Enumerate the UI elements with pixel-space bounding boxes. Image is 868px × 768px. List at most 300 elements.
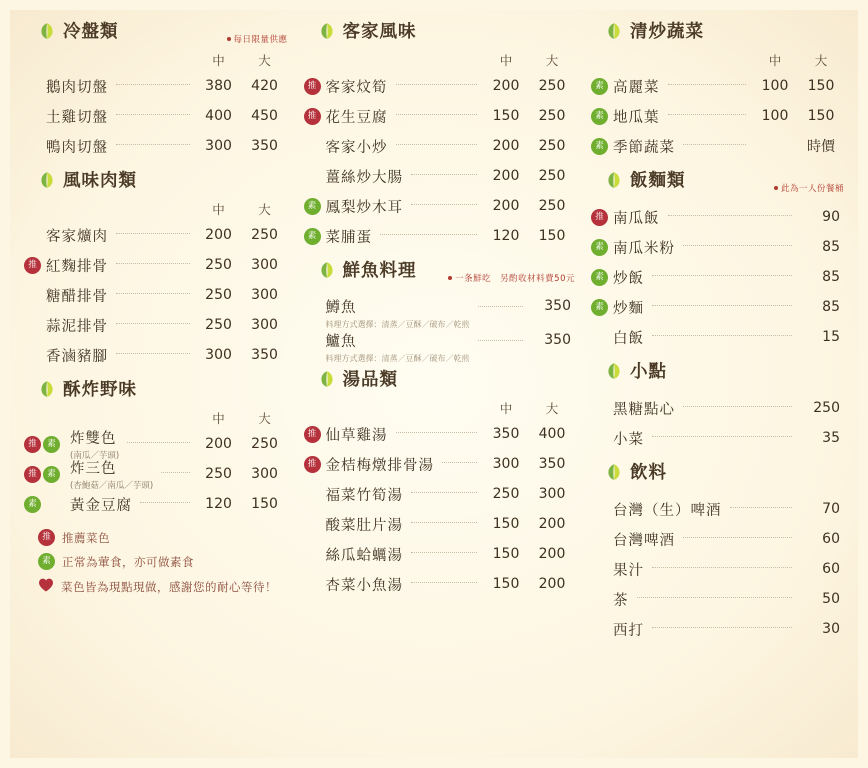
- menu-section: [591, 358, 844, 453]
- menu-item: [304, 479, 575, 509]
- menu-item: [24, 131, 288, 161]
- section-title: 酥炸野味: [63, 380, 137, 400]
- menu-item: [591, 101, 844, 131]
- section-header: [605, 358, 667, 383]
- menu-item-name: 炒麵: [613, 300, 644, 317]
- badge-vegetarian: 素: [304, 198, 321, 215]
- menu-item-name: 花生豆腐: [325, 109, 388, 126]
- size-label-mid: 中: [499, 401, 513, 416]
- legend-text: 推薦菜色: [62, 530, 110, 545]
- menu-item-name: 高麗菜: [613, 79, 660, 96]
- menu-item-name: 蒜泥排骨: [46, 318, 108, 335]
- menu-item-label: [326, 226, 373, 247]
- price-mid: 200: [205, 227, 232, 243]
- section-title: 飲料: [630, 463, 667, 483]
- section-header: [318, 366, 399, 391]
- menu-item: [304, 191, 575, 221]
- price-large: 250: [251, 436, 278, 452]
- legend: [38, 529, 288, 596]
- menu-item: [591, 322, 844, 352]
- badge-group: [304, 228, 326, 245]
- leaf-icon: [38, 380, 56, 398]
- menu-item-name: 黑糖點心: [613, 401, 675, 418]
- badge-vegetarian: 素: [591, 299, 608, 316]
- price-large: 300: [251, 317, 278, 333]
- menu-item: [591, 554, 844, 584]
- price-large: 300: [251, 257, 278, 273]
- badge-vegetarian: 素: [591, 269, 608, 286]
- size-header: [591, 51, 844, 69]
- menu-item-label: [613, 499, 722, 520]
- badge-group: [24, 436, 70, 453]
- price-mid: 150: [492, 516, 520, 532]
- leader-dots: [411, 552, 477, 553]
- menu-section: [591, 167, 844, 352]
- leader-dots: [116, 114, 190, 115]
- badge-recommended: 推: [24, 436, 41, 453]
- menu-item-label: [46, 136, 108, 157]
- menu-item-name: 仙草雞湯: [325, 427, 388, 444]
- section-header: [605, 167, 686, 192]
- section-header: [318, 18, 417, 43]
- badge-group: [591, 239, 613, 256]
- menu-item: [304, 449, 575, 479]
- price-large: 200: [538, 576, 566, 592]
- menu-item-label: [613, 619, 644, 640]
- badge-group: [304, 78, 326, 95]
- menu-section: [304, 257, 575, 363]
- leader-dots: [652, 436, 792, 437]
- section-note: 此為一人份餐桶: [774, 182, 844, 194]
- leader-dots: [411, 204, 477, 205]
- price-mid: 100: [761, 78, 789, 94]
- badge-group: [591, 138, 613, 155]
- price: 350: [544, 298, 571, 314]
- badge-vegetarian: 素: [591, 138, 608, 155]
- price-mid: 350: [492, 426, 520, 442]
- price-large: 350: [538, 456, 566, 472]
- menu-item: [304, 292, 575, 329]
- section-header: [318, 257, 417, 282]
- menu-item-label: [613, 327, 644, 348]
- menu-item-label: [326, 106, 388, 127]
- menu-item-label: [326, 544, 404, 565]
- badge-group: [591, 299, 613, 316]
- menu-item: [24, 489, 288, 519]
- size-label-large: 大: [814, 53, 828, 68]
- menu-item-name: 台灣（生）啤酒: [613, 502, 722, 519]
- menu-item-label: [46, 315, 108, 336]
- price-mid: 200: [492, 138, 520, 154]
- menu-item: [24, 280, 288, 310]
- menu-item-label: [46, 255, 108, 276]
- size-label-mid: 中: [212, 53, 225, 68]
- leader-dots: [683, 245, 792, 246]
- price-mid: 300: [205, 138, 232, 154]
- menu-item: [304, 326, 575, 363]
- menu-item-name: 茶: [613, 592, 629, 609]
- leader-dots: [478, 340, 523, 341]
- menu-item-name: 絲瓜蛤蠣湯: [325, 547, 404, 564]
- badge-recommended: 推: [304, 456, 321, 473]
- menu-item: [591, 494, 844, 524]
- price-large: 150: [807, 108, 835, 124]
- menu-item-name: 客家爌肉: [46, 228, 108, 245]
- legend-row: [38, 553, 288, 570]
- price-large: 420: [251, 78, 278, 94]
- leaf-icon: [38, 22, 56, 40]
- menu-item: [24, 340, 288, 370]
- price-large: 200: [538, 516, 566, 532]
- section-header: [38, 376, 137, 401]
- leader-dots: [478, 306, 523, 307]
- price-mid: 250: [205, 257, 232, 273]
- price: 15: [822, 329, 840, 345]
- menu-item-name: 菜脯蛋: [325, 229, 373, 246]
- badge-group: [304, 108, 326, 125]
- price-mid: 200: [492, 78, 520, 94]
- menu-item-label: [613, 106, 660, 127]
- menu-item: [24, 101, 288, 131]
- menu-item-label: [70, 494, 132, 515]
- menu-item-label: [613, 297, 644, 318]
- menu-section: [304, 18, 575, 251]
- badge-group: [591, 78, 613, 95]
- section-title: 客家風味: [342, 22, 417, 42]
- price-mid: 400: [205, 108, 232, 124]
- leader-dots: [116, 233, 190, 234]
- badge-vegetarian: 素: [304, 228, 321, 245]
- price-large: 300: [251, 466, 278, 482]
- price-mid: 150: [492, 108, 520, 124]
- menu-item-name: 紅麴排骨: [46, 258, 108, 275]
- price-mid: 250: [492, 486, 520, 502]
- section-header: [38, 167, 137, 192]
- leader-dots: [116, 293, 190, 294]
- menu-item-label: [613, 76, 660, 97]
- price-large: 200: [538, 546, 566, 562]
- menu-item: [591, 393, 844, 423]
- menu-section: [304, 366, 575, 599]
- menu-item-label: [46, 106, 108, 127]
- price: 90: [822, 209, 840, 225]
- size-header: [24, 200, 288, 218]
- price: 85: [822, 269, 840, 285]
- badge-recommended: 推: [38, 529, 55, 546]
- badge-recommended: 推: [304, 78, 321, 95]
- menu-item-name: 小菜: [613, 431, 644, 448]
- menu-item-subnote: (杏鮑菇／南瓜／芋頭): [70, 481, 154, 491]
- menu-item-name: 薑絲炒大腸: [325, 169, 404, 186]
- badge-vegetarian: 素: [591, 239, 608, 256]
- price: 30: [822, 621, 840, 637]
- menu-item: [591, 202, 844, 232]
- leader-dots: [730, 507, 793, 508]
- leader-dots: [396, 432, 477, 433]
- menu-item-name: 福菜竹筍湯: [325, 487, 404, 504]
- price-large: 時價: [807, 139, 835, 155]
- menu-item: [591, 131, 844, 161]
- section-note: 每日限量供應: [227, 33, 288, 45]
- price-mid: 200: [492, 198, 520, 214]
- menu-item-label: [326, 330, 470, 364]
- menu-section: [24, 18, 288, 161]
- menu-item-options: 料理方式選擇：清蒸／豆酥／破布／乾煎: [325, 320, 470, 329]
- menu-item: [24, 250, 288, 280]
- section-header: [38, 18, 119, 43]
- price-mid: 200: [492, 168, 520, 184]
- menu-item-label: [46, 225, 108, 246]
- price-large: 400: [538, 426, 566, 442]
- menu-item-name: 鱒魚: [325, 300, 357, 316]
- menu-item-label: [326, 76, 388, 97]
- section-title: 飯麵類: [630, 171, 686, 191]
- leader-dots: [116, 263, 190, 264]
- price: 350: [544, 332, 571, 348]
- menu-item-name: 地瓜葉: [613, 109, 660, 126]
- menu-item-label: [613, 428, 644, 449]
- leader-dots: [652, 275, 792, 276]
- badge-group: [24, 466, 70, 483]
- menu-column-mid: [296, 18, 583, 758]
- leader-dots: [411, 522, 477, 523]
- menu-item-name: 鴨肉切盤: [46, 139, 108, 156]
- price-large: 150: [538, 228, 566, 244]
- menu-section: [591, 459, 844, 644]
- menu-item: [304, 419, 575, 449]
- badge-group: [304, 198, 326, 215]
- price-large: 250: [538, 138, 566, 154]
- leader-dots: [637, 597, 793, 598]
- size-header: [24, 51, 288, 69]
- badge-group: [304, 426, 326, 443]
- price-large: 150: [251, 496, 278, 512]
- leader-dots: [116, 353, 190, 354]
- menu-item-label: [326, 136, 388, 157]
- leaf-icon: [605, 463, 623, 481]
- leader-dots: [442, 462, 477, 463]
- price-large: 300: [538, 486, 566, 502]
- size-header: [24, 409, 288, 427]
- leader-dots: [683, 537, 792, 538]
- leader-dots: [668, 215, 793, 216]
- section-title: 清炒蔬菜: [630, 22, 704, 42]
- price: 250: [813, 400, 840, 416]
- price-mid: 250: [205, 287, 232, 303]
- price-large: 250: [538, 108, 566, 124]
- price-large: 350: [251, 347, 278, 363]
- menu-item-label: [46, 345, 108, 366]
- menu-item-label: [613, 589, 629, 610]
- badge-vegetarian: 素: [591, 108, 608, 125]
- menu-item: [304, 161, 575, 191]
- menu-item-name: 炸三色: [70, 461, 117, 477]
- leader-dots: [411, 492, 477, 493]
- menu-item-name: 白飯: [613, 330, 644, 347]
- menu-item: [591, 614, 844, 644]
- section-header: [605, 18, 704, 43]
- price: 85: [822, 299, 840, 315]
- price-large: 250: [538, 198, 566, 214]
- legend-row: [38, 577, 288, 596]
- menu-item-name: 季節蔬菜: [613, 139, 675, 156]
- badge-group: [24, 496, 70, 513]
- leader-dots: [652, 335, 792, 336]
- menu-item-label: [46, 285, 108, 306]
- menu-item-label: [613, 267, 644, 288]
- menu-item: [24, 220, 288, 250]
- size-label-mid: 中: [212, 202, 225, 217]
- menu-section: [24, 167, 288, 370]
- leader-dots: [116, 144, 190, 145]
- price-mid: 200: [205, 436, 232, 452]
- menu-item: [591, 71, 844, 101]
- menu-item: [591, 292, 844, 322]
- price-large: 450: [251, 108, 278, 124]
- size-label-large: 大: [258, 53, 271, 68]
- size-label-large: 大: [258, 411, 271, 426]
- badge-vegetarian: 素: [24, 496, 41, 513]
- menu-item-name: 炸雙色: [70, 431, 117, 447]
- section-title: 湯品類: [342, 370, 399, 390]
- menu-item-name: 土雞切盤: [46, 109, 108, 126]
- price-mid: 380: [205, 78, 232, 94]
- leader-dots: [668, 114, 747, 115]
- leaf-icon: [605, 171, 623, 189]
- section-note: 一条鮮吃 另酌收材料費50元: [448, 272, 575, 284]
- leaf-icon: [318, 22, 336, 40]
- menu-item-name: 鳳梨炒木耳: [325, 199, 404, 216]
- menu-item-label: [326, 484, 404, 505]
- menu-item-label: [326, 296, 470, 330]
- price-large: 250: [538, 168, 566, 184]
- menu-item: [591, 262, 844, 292]
- badge-vegetarian: 素: [38, 553, 55, 570]
- section-title: 冷盤類: [63, 22, 119, 42]
- badge-group: [591, 108, 613, 125]
- menu-item: [591, 524, 844, 554]
- badge-group: [304, 456, 326, 473]
- menu-column-right: [583, 18, 852, 758]
- menu-item: [24, 429, 288, 459]
- leader-dots: [683, 144, 746, 145]
- menu-item: [304, 131, 575, 161]
- price-large: 150: [807, 78, 835, 94]
- price-large: 250: [251, 227, 278, 243]
- menu-item-name: 糖醋排骨: [46, 288, 108, 305]
- leaf-icon: [605, 362, 623, 380]
- menu-item: [304, 71, 575, 101]
- menu-item-label: [326, 424, 388, 445]
- price: 60: [822, 561, 840, 577]
- leaf-icon: [318, 370, 336, 388]
- leader-dots: [396, 144, 477, 145]
- leader-dots: [668, 84, 747, 85]
- price: 85: [822, 239, 840, 255]
- menu-item-label: [326, 574, 404, 595]
- leader-dots: [652, 627, 792, 628]
- section-title: 小點: [630, 362, 667, 382]
- menu-item-options: 料理方式選擇：清蒸／豆酥／破布／乾煎: [325, 354, 470, 363]
- menu-item-name: 金桔梅燉排骨湯: [325, 457, 435, 474]
- leader-dots: [380, 234, 477, 235]
- menu-item-label: [70, 457, 153, 491]
- leader-dots: [127, 442, 189, 443]
- menu-item-label: [326, 196, 404, 217]
- size-label-large: 大: [258, 202, 271, 217]
- leader-dots: [396, 114, 477, 115]
- menu-item-name: 杏菜小魚湯: [325, 577, 404, 594]
- badge-group: [591, 269, 613, 286]
- leader-dots: [411, 174, 477, 175]
- price: 70: [822, 501, 840, 517]
- section-title: 風味肉類: [63, 171, 137, 191]
- price-mid: 120: [205, 496, 232, 512]
- menu-item-name: 客家小炒: [325, 139, 388, 156]
- price-mid: 150: [492, 546, 520, 562]
- size-header: [304, 51, 575, 69]
- menu-item: [24, 310, 288, 340]
- menu-item: [24, 71, 288, 101]
- menu-item-name: 南瓜飯: [613, 210, 660, 227]
- price: 35: [822, 430, 840, 446]
- legend-row: [38, 529, 288, 546]
- menu-item: [24, 459, 288, 489]
- size-label-mid: 中: [768, 53, 782, 68]
- leader-dots: [411, 582, 477, 583]
- menu-item-name: 西打: [613, 622, 644, 639]
- menu-item-label: [326, 454, 435, 475]
- price-large: 350: [251, 138, 278, 154]
- menu-item-label: [46, 76, 108, 97]
- menu-item-name: 南瓜米粉: [613, 240, 675, 257]
- badge-recommended: 推: [24, 257, 41, 274]
- leader-dots: [140, 502, 190, 503]
- leaf-icon: [38, 171, 56, 189]
- badge-recommended: 推: [304, 426, 321, 443]
- size-label-large: 大: [545, 53, 559, 68]
- size-label-large: 大: [545, 401, 559, 416]
- badge-recommended: 推: [24, 466, 41, 483]
- menu-item-label: [613, 398, 675, 419]
- menu-item-subnote: (南瓜／芋頭): [70, 451, 120, 461]
- price-large: 250: [538, 78, 566, 94]
- leader-dots: [396, 84, 477, 85]
- badge-group: [591, 209, 613, 226]
- menu-section: [24, 376, 288, 519]
- leader-dots: [161, 472, 189, 473]
- heart-icon: [38, 577, 54, 596]
- leader-dots: [683, 406, 792, 407]
- menu-item-label: [613, 207, 660, 228]
- badge-vegetarian: 素: [43, 466, 60, 483]
- menu-item-name: 酸菜肚片湯: [325, 517, 404, 534]
- section-title: 鮮魚料理: [342, 261, 417, 281]
- menu-item-name: 鵝肉切盤: [46, 79, 108, 96]
- menu-item-name: 客家炆筍: [325, 79, 388, 96]
- size-header: [304, 399, 575, 417]
- menu-item: [304, 221, 575, 251]
- menu-item-name: 黃金豆腐: [70, 497, 132, 514]
- menu-item-label: [613, 136, 675, 157]
- menu-item: [304, 569, 575, 599]
- leader-dots: [652, 567, 792, 568]
- size-label-mid: 中: [499, 53, 513, 68]
- leaf-icon: [605, 22, 623, 40]
- price-mid: 250: [205, 317, 232, 333]
- menu-item: [591, 584, 844, 614]
- menu-section: [591, 18, 844, 161]
